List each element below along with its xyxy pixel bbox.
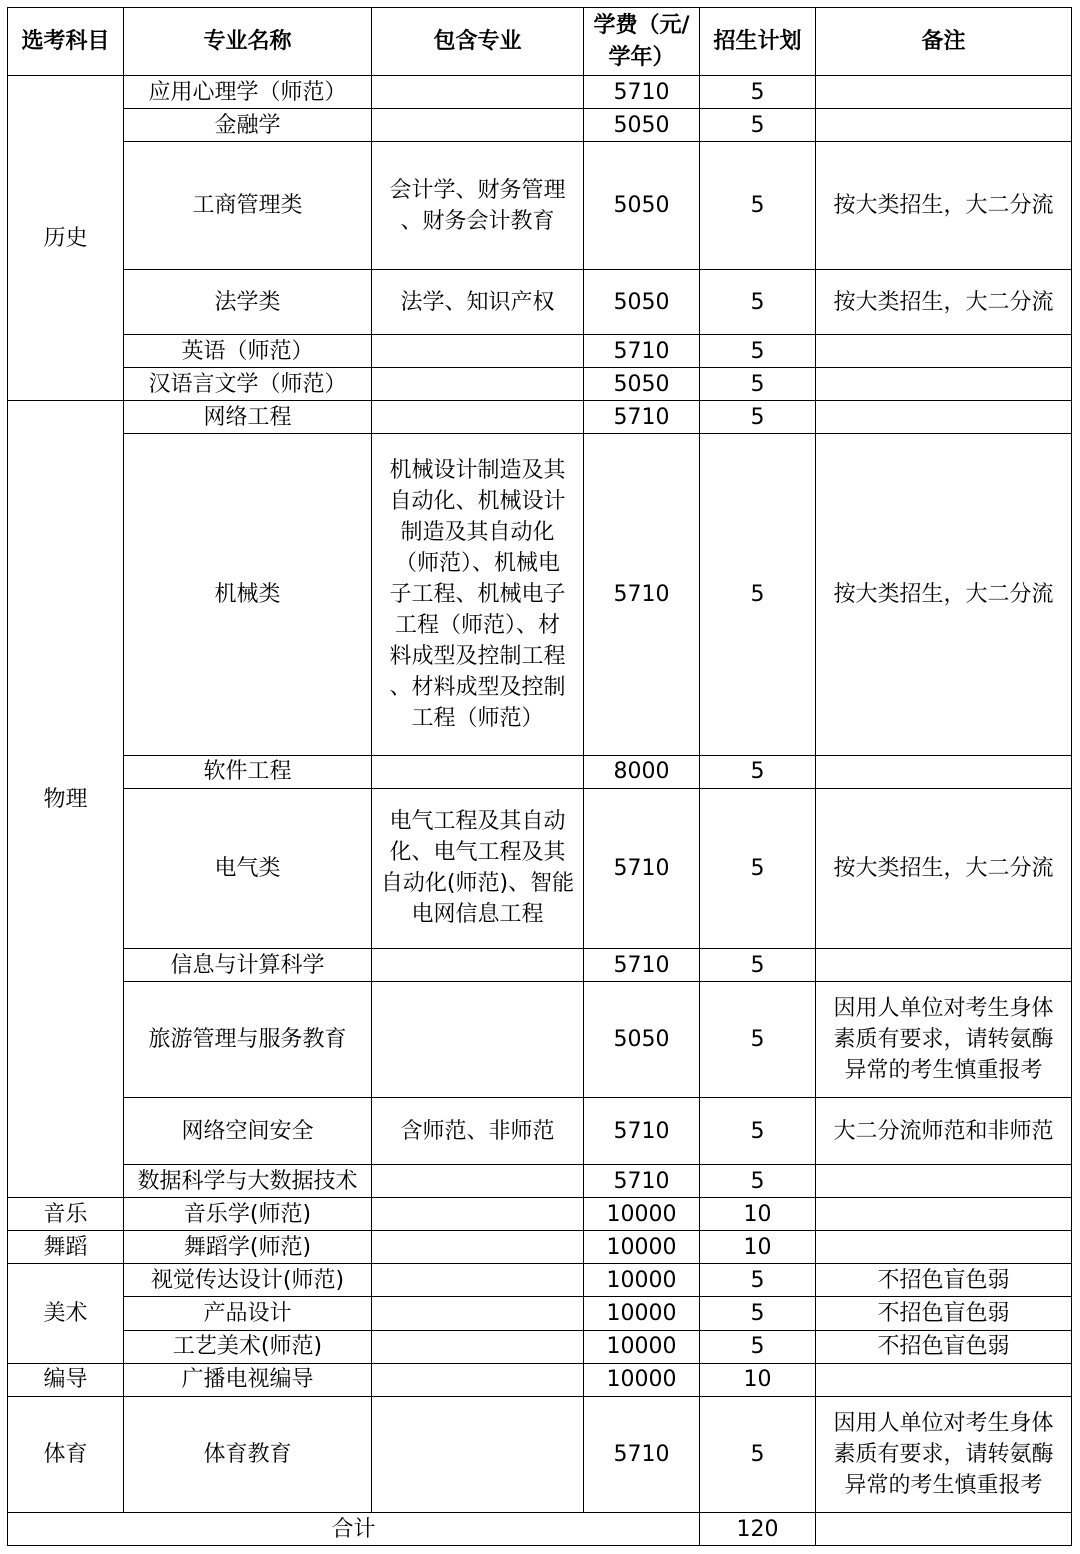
total-label: 合计 (8, 1513, 700, 1546)
fee-cell: 10000 (584, 1363, 700, 1396)
subject-cell: 编导 (8, 1363, 124, 1396)
header-plan: 招生计划 (700, 8, 816, 76)
table-row (8, 434, 1072, 755)
fee-cell: 5050 (584, 142, 700, 270)
plan-cell: 5 (700, 788, 816, 948)
includes-cell: 机械设计制造及其 自动化、机械设计 制造及其自动化 （师范）、机械电 子工程、机械电子 工程（师范）、材 料成型及控制工程 、材料成型及控制 工程（师范） (372, 434, 584, 755)
plan-cell: 5 (700, 335, 816, 368)
note-cell (816, 109, 1072, 142)
fee-cell: 10000 (584, 1330, 700, 1363)
note-cell: 不招色盲色弱 (816, 1264, 1072, 1297)
header-note: 备注 (816, 8, 1072, 76)
fee-cell: 5710 (584, 788, 700, 948)
note-cell: 因用人单位对考生身体 素质有要求，请转氨酶 异常的考生慎重报考 (816, 982, 1072, 1098)
note-cell (816, 1363, 1072, 1396)
note-cell: 按大类招生，大二分流 (816, 434, 1072, 755)
subject-cell: 音乐 (8, 1198, 124, 1231)
includes-cell: 含师范、非师范 (372, 1098, 584, 1165)
major-cell: 旅游管理与服务教育 (124, 982, 372, 1098)
plan-cell: 10 (700, 1198, 816, 1231)
major-cell: 金融学 (124, 109, 372, 142)
plan-cell: 5 (700, 270, 816, 335)
includes-cell: 会计学、财务管理 、财务会计教育 (372, 142, 584, 270)
subject-cell: 物理 (8, 401, 124, 1198)
plan-cell: 5 (700, 949, 816, 982)
plan-cell: 10 (700, 1363, 816, 1396)
table-row (8, 1165, 1072, 1198)
header-includes: 包含专业 (372, 8, 584, 76)
subject-cell: 美术 (8, 1264, 124, 1363)
includes-cell (372, 335, 584, 368)
fee-cell: 5710 (584, 949, 700, 982)
fee-cell: 8000 (584, 755, 700, 788)
major-cell: 数据科学与大数据技术 (124, 1165, 372, 1198)
plan-cell: 5 (700, 401, 816, 434)
note-cell: 按大类招生，大二分流 (816, 788, 1072, 948)
table-row (8, 109, 1072, 142)
note-cell (816, 1165, 1072, 1198)
header-major: 专业名称 (124, 8, 372, 76)
plan-cell: 5 (700, 1098, 816, 1165)
fee-cell: 5710 (584, 1165, 700, 1198)
note-cell: 不招色盲色弱 (816, 1330, 1072, 1363)
includes-cell (372, 368, 584, 401)
plan-cell: 5 (700, 755, 816, 788)
includes-cell (372, 1297, 584, 1330)
fee-cell: 5710 (584, 434, 700, 755)
plan-cell: 5 (700, 982, 816, 1098)
includes-cell: 法学、知识产权 (372, 270, 584, 335)
note-cell: 按大类招生，大二分流 (816, 142, 1072, 270)
includes-cell (372, 755, 584, 788)
fee-cell: 5710 (584, 401, 700, 434)
fee-cell: 5050 (584, 368, 700, 401)
major-cell: 法学类 (124, 270, 372, 335)
note-cell (816, 755, 1072, 788)
total-note (816, 1513, 1072, 1546)
table-row (8, 401, 1072, 434)
note-cell (816, 1231, 1072, 1264)
table-row (8, 982, 1072, 1098)
note-cell (816, 368, 1072, 401)
major-cell: 音乐学(师范) (124, 1198, 372, 1231)
table-row (8, 788, 1072, 948)
fee-cell: 5710 (584, 1098, 700, 1165)
includes-cell (372, 1330, 584, 1363)
includes-cell (372, 949, 584, 982)
fee-cell: 10000 (584, 1264, 700, 1297)
subject-cell: 历史 (8, 76, 124, 401)
table-row (8, 1198, 1072, 1231)
note-cell (816, 335, 1072, 368)
table-row (8, 755, 1072, 788)
fee-cell: 5710 (584, 1396, 700, 1512)
table-row (8, 270, 1072, 335)
includes-cell (372, 76, 584, 109)
fee-cell: 5710 (584, 335, 700, 368)
includes-cell (372, 1396, 584, 1512)
table-row (8, 1330, 1072, 1363)
major-cell: 视觉传达设计(师范) (124, 1264, 372, 1297)
includes-cell: 电气工程及其自动 化、电气工程及其 自动化(师范)、智能 电网信息工程 (372, 788, 584, 948)
fee-cell: 5710 (584, 76, 700, 109)
plan-cell: 5 (700, 109, 816, 142)
subject-cell: 舞蹈 (8, 1231, 124, 1264)
plan-cell: 5 (700, 1264, 816, 1297)
table-row (8, 949, 1072, 982)
includes-cell (372, 1264, 584, 1297)
table-row (8, 335, 1072, 368)
note-cell: 因用人单位对考生身体 素质有要求，请转氨酶 异常的考生慎重报考 (816, 1396, 1072, 1512)
note-cell (816, 1198, 1072, 1231)
fee-cell: 5050 (584, 270, 700, 335)
table-body (8, 76, 1072, 1513)
major-cell: 英语（师范） (124, 335, 372, 368)
includes-cell (372, 982, 584, 1098)
table-row (8, 1363, 1072, 1396)
major-cell: 汉语言文学（师范） (124, 368, 372, 401)
major-cell: 工商管理类 (124, 142, 372, 270)
major-cell: 机械类 (124, 434, 372, 755)
table-row (8, 1231, 1072, 1264)
table-row (8, 1396, 1072, 1512)
major-cell: 工艺美术(师范) (124, 1330, 372, 1363)
plan-cell: 5 (700, 76, 816, 109)
major-cell: 软件工程 (124, 755, 372, 788)
includes-cell (372, 109, 584, 142)
note-cell: 大二分流师范和非师范 (816, 1098, 1072, 1165)
table-row (8, 1098, 1072, 1165)
includes-cell (372, 1198, 584, 1231)
plan-cell: 5 (700, 1330, 816, 1363)
includes-cell (372, 1165, 584, 1198)
includes-cell (372, 1363, 584, 1396)
plan-cell: 5 (700, 368, 816, 401)
enrollment-plan-table (7, 7, 1072, 1546)
major-cell: 网络空间安全 (124, 1098, 372, 1165)
includes-cell (372, 401, 584, 434)
plan-cell: 5 (700, 142, 816, 270)
header-row (8, 8, 1072, 76)
header-subject: 选考科目 (8, 8, 124, 76)
note-cell (816, 401, 1072, 434)
total-row (8, 1513, 1072, 1546)
major-cell: 产品设计 (124, 1297, 372, 1330)
note-cell (816, 76, 1072, 109)
plan-cell: 5 (700, 1165, 816, 1198)
fee-cell: 10000 (584, 1297, 700, 1330)
fee-cell: 10000 (584, 1198, 700, 1231)
plan-cell: 5 (700, 434, 816, 755)
major-cell: 应用心理学（师范） (124, 76, 372, 109)
table-row (8, 368, 1072, 401)
total-plan: 120 (700, 1513, 816, 1546)
major-cell: 网络工程 (124, 401, 372, 434)
note-cell: 按大类招生，大二分流 (816, 270, 1072, 335)
major-cell: 信息与计算科学 (124, 949, 372, 982)
major-cell: 舞蹈学(师范) (124, 1231, 372, 1264)
fee-cell: 10000 (584, 1231, 700, 1264)
note-cell (816, 949, 1072, 982)
table-row (8, 1264, 1072, 1297)
table-row (8, 76, 1072, 109)
major-cell: 体育教育 (124, 1396, 372, 1512)
subject-cell: 体育 (8, 1396, 124, 1512)
major-cell: 电气类 (124, 788, 372, 948)
fee-cell: 5050 (584, 982, 700, 1098)
note-cell: 不招色盲色弱 (816, 1297, 1072, 1330)
includes-cell (372, 1231, 584, 1264)
fee-cell: 5050 (584, 109, 700, 142)
plan-cell: 10 (700, 1231, 816, 1264)
table-row (8, 142, 1072, 270)
header-fee: 学费（元/ 学年） (584, 8, 700, 76)
major-cell: 广播电视编导 (124, 1363, 372, 1396)
plan-cell: 5 (700, 1396, 816, 1512)
plan-cell: 5 (700, 1297, 816, 1330)
table-row (8, 1297, 1072, 1330)
